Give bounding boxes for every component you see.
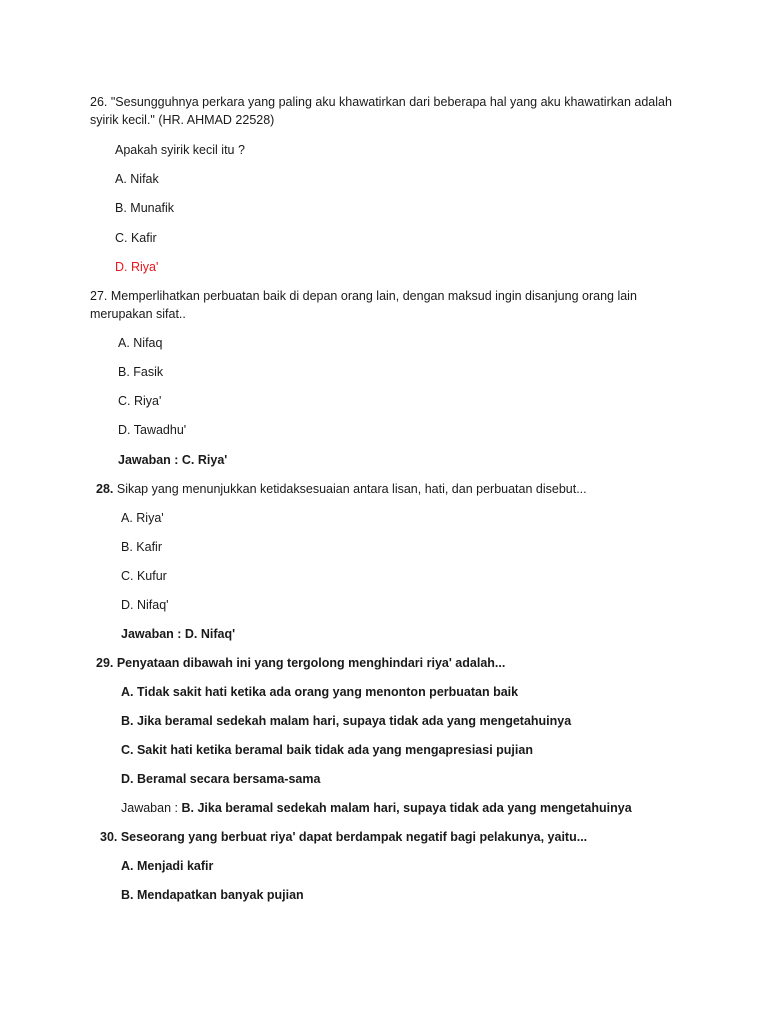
q29-answer-text: B. Jika beramal sedekah malam hari, supaya tidak ada yang mengetahuinya [181,801,632,815]
q30-option-b: B. Mendapatkan banyak pujian [121,888,304,902]
q26-option-c: C. Kafir [115,231,157,245]
q26-question: Apakah syirik kecil itu ? [115,143,245,157]
q28-number: 28. [96,482,114,496]
q27-stem-line2: merupakan sifat.. [90,307,186,321]
q28-option-c: C. Kufur [121,569,167,583]
q26-option-d-answer: D. Riya' [115,260,159,274]
q30-option-a: A. Menjadi kafir [121,859,214,873]
q26-stem-line2: syirik kecil." (HR. AHMAD 22528) [90,113,275,127]
q27-option-c: C. Riya' [118,394,162,408]
q29-option-b: B. Jika beramal sedekah malam hari, supaya tidak ada yang mengetahuinya [121,714,572,728]
q29-answer [121,800,632,816]
q28-option-b: B. Kafir [121,540,162,554]
q27-stem-line1: 27. Memperlihatkan perbuatan baik di depan orang lain, dengan maksud ingin disanjung orang lain [90,289,637,303]
q28-stem-text: Sikap yang menunjukkan ketidaksesuaian antara lisan, hati, dan perbuatan disebut... [113,482,587,496]
q28-option-a: A. Riya' [121,511,164,525]
q27-option-b: B. Fasik [118,365,164,379]
q29-option-c: C. Sakit hati ketika beramal baik tidak ada yang mengapresiasi pujian [121,743,533,757]
q27-answer: Jawaban : C. Riya' [118,453,228,467]
q27-option-d: D. Tawadhu' [118,423,187,437]
q28-option-d: D. Nifaq' [121,598,169,612]
q28-stem [96,481,587,497]
q26-stem-line1: 26. "Sesungguhnya perkara yang paling aku khawatirkan dari beberapa hal yang aku khawatirkan adalah [90,95,672,109]
q29-answer-label: Jawaban : [121,801,182,815]
q26-option-b: B. Munafik [115,201,175,215]
q27-option-a: A. Nifaq [118,336,163,350]
q29-stem: 29. Penyataan dibawah ini yang tergolong menghindari riya' adalah... [96,656,506,670]
q30-stem: 30. Seseorang yang berbuat riya' dapat berdampak negatif bagi pelakunya, yaitu... [100,830,588,844]
q26-option-a: A. Nifak [115,172,159,186]
q28-answer: Jawaban : D. Nifaq' [121,627,236,641]
q29-option-d: D. Beramal secara bersama-sama [121,772,321,786]
q29-option-a: A. Tidak sakit hati ketika ada orang yang menonton perbuatan baik [121,685,519,699]
